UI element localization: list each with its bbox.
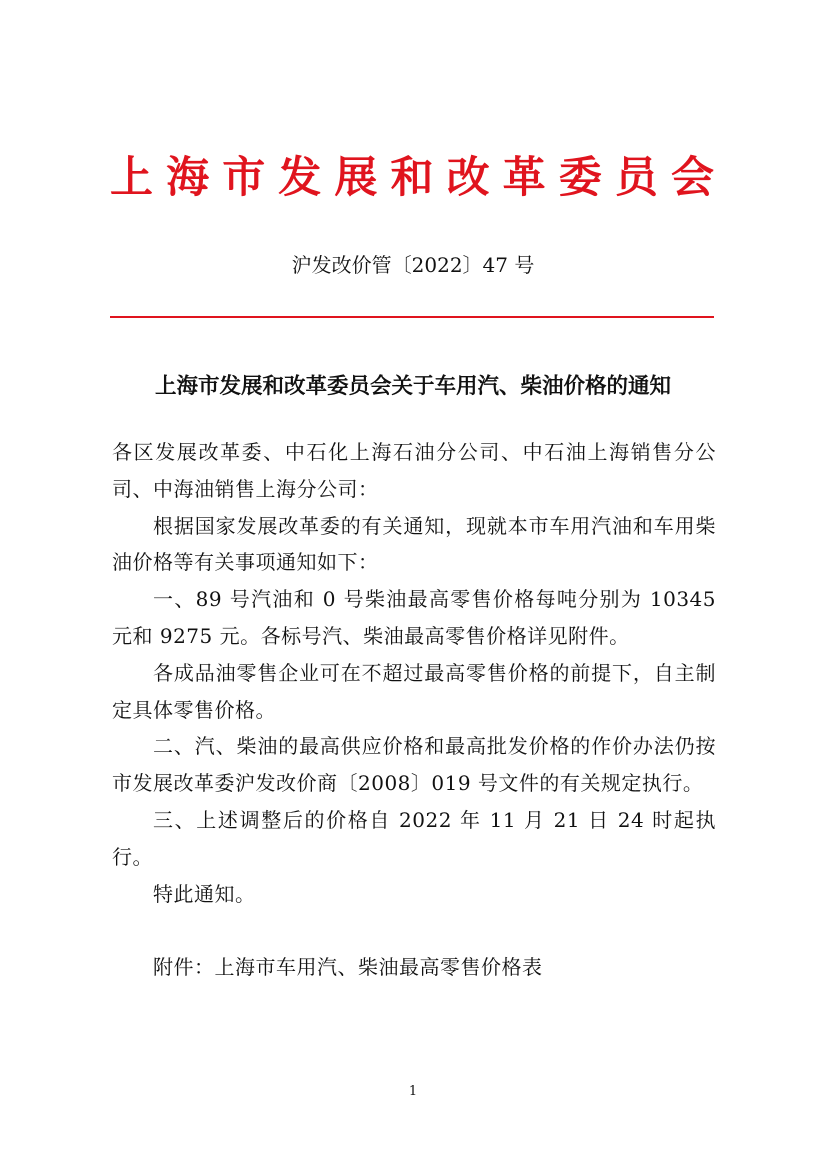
page-number: 1 [408,1084,418,1099]
paragraph-item-3: 三、上述调整后的价格自 2022 年 11 月 21 日 24 时起执行。 [112,807,716,869]
title-char: 改 [446,153,490,203]
paragraph-retail: 各成品油零售企业可在不超过最高零售价格的前提下，自主制定具体零售价格。 [112,660,716,722]
title-char: 员 [614,153,658,203]
paragraph-intro: 根据国家发展改革委的有关通知，现就本市车用汽油和车用柴油价格等有关事项通知如下： [112,513,716,575]
title-char: 展 [334,153,378,203]
title-char: 革 [502,153,546,203]
title-char: 上 [110,153,153,203]
title-char: 市 [222,153,266,203]
paragraph-closing: 特此通知。 [153,881,256,906]
title-char: 发 [278,153,322,203]
paragraph-item-1: 一、89 号汽油和 0 号柴油最高零售价格每吨分别为 10345 元和 9275 元。各标号汽、柴油最高零售价格详见附件。 [112,587,716,648]
title-char: 海 [166,153,210,203]
issuing-authority-title [110,148,714,208]
paragraph-item-2: 二、汽、柴油的最高供应价格和最高批发价格的作价办法仍按市发展改革委沪发改价商〔2008〕019 号文件的有关规定执行。 [112,734,716,796]
title-char: 和 [390,153,434,203]
document-number: 沪发改价管〔2022〕47 号 [291,253,535,277]
spacer [112,912,716,949]
notice-body [112,434,716,986]
recipients: 各区发展改革委、中石化上海石油分公司、中石油上海销售分公司、中海油销售上海分公司： [112,440,716,501]
attachment-note: 附件：上海市车用汽、柴油最高零售价格表 [153,955,543,980]
notice-title: 上海市发展和改革委员会关于车用汽、柴油价格的通知 [154,374,671,399]
title-char: 委 [558,153,602,203]
header-divider [110,316,714,318]
title-char: 会 [670,153,714,203]
